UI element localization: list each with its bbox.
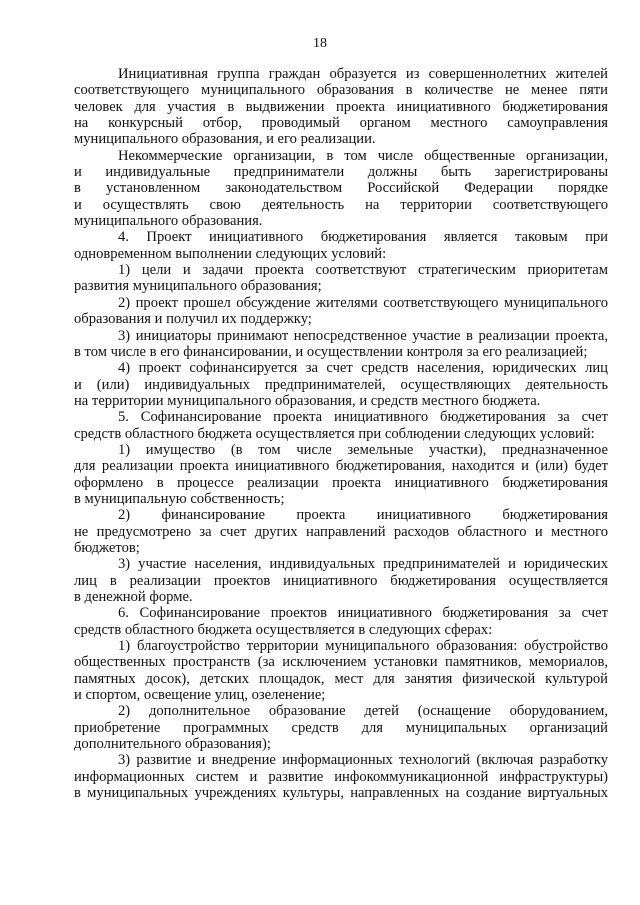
text-line: 1) цели и задачи проекта соответствуют стратегическим приоритетам xyxy=(118,262,608,279)
text-line: Инициативная группа граждан образуется из совершеннолетних жителей xyxy=(118,66,608,82)
text-line: развития муниципального образования; xyxy=(74,278,322,295)
text-line: дополнительного образования); xyxy=(74,736,271,753)
text-line: на конкурсный отбор, проводимый органом местного самоуправления xyxy=(74,115,608,132)
text-line: соответствующего муниципального образования в количестве не менее пяти xyxy=(74,82,608,99)
text-line: на территории муниципального образования, и средств местного бюджета. xyxy=(74,392,541,409)
text-line: и индивидуальные предприниматели должны быть зарегистрированы xyxy=(74,164,608,181)
text-line: 1) благоустройство территории муниципального образования: обустройство xyxy=(118,638,608,655)
text-line: и спортом, освещение улиц, озеленение; xyxy=(74,687,326,704)
text-line: для реализации проекта инициативного бюджетирования, находится и (или) будет xyxy=(74,458,608,475)
text-line: 5. Софинансирование проекта инициативного бюджетирования за счет xyxy=(118,409,608,426)
text-line: общественных пространств (за исключением установки памятников, мемориалов, xyxy=(74,654,608,671)
text-line: 2) проект прошел обсуждение жителями соответствующего муниципального xyxy=(118,294,608,311)
document-body xyxy=(74,66,608,801)
text-line: и (или) индивидуальных предпринимателей, осуществляющих деятельность xyxy=(74,376,608,393)
text-line: не предусмотрено за счет других направлений расходов областного и местного xyxy=(74,523,608,540)
text-line: средств областного бюджета осуществляется в следующих сферах: xyxy=(74,621,493,638)
page-number: 18 xyxy=(313,36,327,51)
text-line: в установленном законодательством Российской Федерации порядке xyxy=(74,180,608,197)
text-line: муниципального образования. xyxy=(74,213,263,230)
text-line: в денежной форме. xyxy=(74,589,193,605)
text-line: 3) развитие и внедрение информационных технологий (включая разработку xyxy=(118,752,608,769)
text-line: 4. Проект инициативного бюджетирования является таковым при xyxy=(118,229,608,246)
text-line: 6. Софинансирование проектов инициативного бюджетирования за счет xyxy=(118,605,608,622)
text-line: оформлено в процессе реализации проекта инициативного бюджетирования xyxy=(74,474,608,491)
text-line: приобретение программных средств для муниципальных организаций xyxy=(74,719,608,736)
text-line: 3) участие населения, индивидуальных предпринимателей и юридических xyxy=(118,556,608,573)
text-line: в том числе в его финансировании, и осуществлении контроля за его реализацией; xyxy=(74,343,588,360)
text-line: одновременном выполнении следующих условий: xyxy=(74,245,387,262)
text-line: памятных досок), детских площадок, мест для занятия физической культурой xyxy=(74,670,608,687)
text-line: в муниципальную собственность; xyxy=(74,490,285,507)
text-line: и осуществлять свою деятельность на территории соответствующего xyxy=(74,196,608,213)
text-line: 2) дополнительное образование детей (оснащение оборудованием, xyxy=(118,703,608,720)
text-line: 1) имущество (в том числе земельные участки), предназначенное xyxy=(118,441,608,458)
text-line: бюджетов; xyxy=(74,539,140,556)
text-line: средств областного бюджета осуществляется при соблюдении следующих условий: xyxy=(74,425,595,442)
text-line: Некоммерческие организации, в том числе общественные организации, xyxy=(118,147,608,164)
text-line: 2) финансирование проекта инициативного бюджетирования xyxy=(118,507,608,524)
text-line: информационных систем и развитие инфокоммуникационной инфраструктуры) xyxy=(74,768,608,785)
text-line: образования и получил их поддержку; xyxy=(74,311,312,328)
text-line: человек для участия в выдвижении проекта инициативного бюджетирования xyxy=(74,98,608,115)
text-line: муниципального образования, и его реализации. xyxy=(74,131,376,148)
text-line: в муниципальных учреждениях культуры, направленных на создание виртуальных xyxy=(74,785,608,802)
text-line: 4) проект софинансируется за счет средств населения, юридических лиц xyxy=(118,360,608,377)
text-line: 3) инициаторы принимают непосредственное участие в реализации проекта, xyxy=(118,327,608,344)
text-line: лиц в реализации проектов инициативного бюджетирования осуществляется xyxy=(74,572,608,589)
